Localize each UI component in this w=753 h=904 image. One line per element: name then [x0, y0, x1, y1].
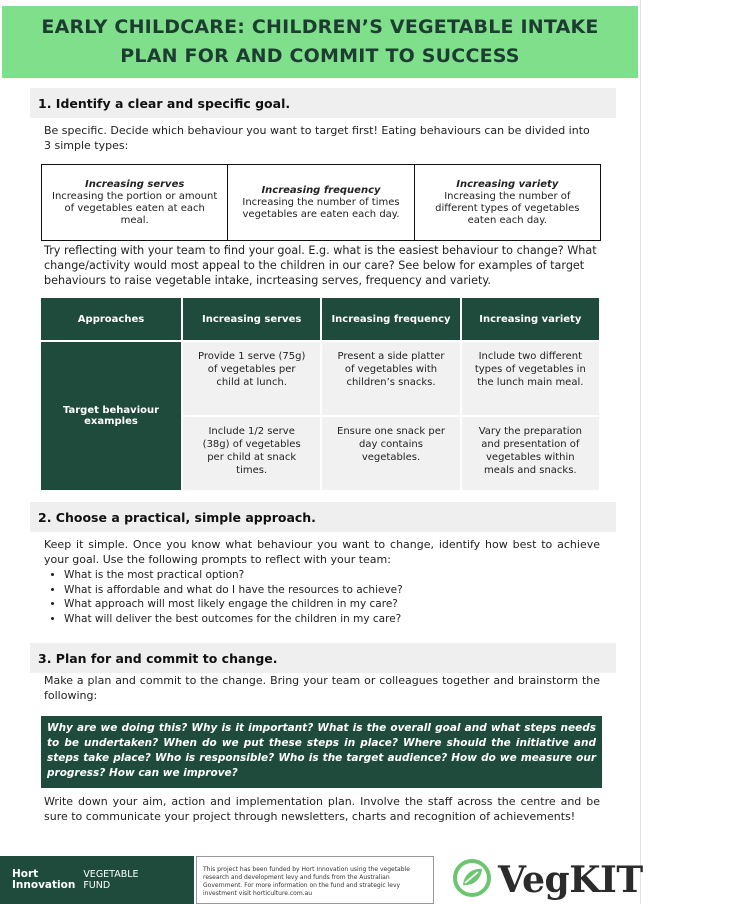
table-cell: Vary the preparation and presentation of vegetables within meals and snacks.: [462, 417, 599, 490]
vegkit-logo: [452, 858, 643, 902]
section-1-heading: 1. Identify a clear and specific goal.: [30, 88, 616, 118]
leaf-icon: [452, 858, 492, 902]
approaches-table: [41, 298, 599, 490]
type-frequency-title: Increasing frequency: [261, 184, 381, 196]
fund-line-1: VEGETABLE: [83, 869, 139, 880]
section-3-heading: 3. Plan for and commit to change.: [30, 643, 616, 673]
table-header-serves: Increasing serves: [183, 298, 320, 340]
list-item: • What approach will most likely engage the children in my care?: [64, 597, 403, 612]
section-3-intro: Make a plan and commit to the change. Bring your team or colleagues together and brainstorm the following:: [44, 674, 600, 702]
vegkit-wordmark: VegKIT: [498, 859, 643, 901]
hort-wordmark: [12, 869, 75, 891]
table-header-variety: Increasing variety: [462, 298, 599, 340]
table-cell: Present a side platter of vegetables with children’s snacks.: [322, 342, 459, 415]
title-banner: [2, 6, 638, 78]
table-row-label: Target behaviour examples: [41, 342, 181, 490]
hort-innovation-logo: [0, 856, 194, 904]
fund-wordmark: [83, 869, 138, 891]
hort-line-1: Hort: [12, 868, 39, 880]
section-1-intro: Be specific. Decide which behaviour you want to target first! Eating behaviours can be divided into 3 simple types:: [44, 124, 590, 152]
table-cell: Provide 1 serve (75g) of vegetables per child at lunch.: [183, 342, 320, 415]
section-1-reflect: Try reflecting with your team to find your goal. E.g. what is the easiest behaviour to change? What change/activity would most appeal to the children in our care? See below for examples of target behaviours to raise vegetable intake, incrteasing serves, frequency and variety.: [44, 244, 597, 287]
section-2-heading: 2. Choose a practical, simple approach.: [30, 502, 616, 532]
type-frequency-desc: Increasing the number of times vegetables are eaten each day.: [242, 196, 400, 220]
type-frequency: [228, 165, 414, 240]
type-variety-desc: Increasing the number of different types of vegetables eaten each day.: [435, 190, 580, 226]
table-header-approaches: Approaches: [41, 298, 181, 340]
hort-line-2: Innovation: [12, 879, 76, 891]
title-line-1: EARLY CHILDCARE: CHILDREN’S VEGETABLE INTAKE: [41, 16, 599, 38]
list-item: • What will deliver the best outcomes for the children in my care?: [64, 612, 403, 627]
type-serves-desc: Increasing the portion or amount of vegetables eaten at each meal.: [52, 190, 218, 226]
section-2-intro: Keep it simple. Once you know what behaviour you want to change, identify how best to achieve your goal. Use the following prompts to reflect with your team:: [44, 538, 600, 566]
table-cell: Ensure one snack per day contains vegetables.: [322, 417, 459, 490]
funding-disclaimer: This project has been funded by Hort Innovation using the vegetable research and development levy and funds from the Australian Government. For more information on the fund and strategic levy investment visit horticulture.com.au: [196, 856, 434, 904]
fund-line-2: FUND: [83, 880, 111, 891]
table-cell: Include two different types of vegetables in the lunch main meal.: [462, 342, 599, 415]
list-item: • What is the most practical option?: [64, 568, 403, 583]
section-3-closing: Write down your aim, action and implementation plan. Involve the staff across the centre and be sure to communicate your project through newsletters, charts and recognition of achievements!: [44, 795, 600, 823]
title-line-2: PLAN FOR AND COMMIT TO SUCCESS: [120, 45, 520, 67]
list-item: • What is affordable and what do I have the resources to achieve?: [64, 583, 403, 598]
table-cell: Include 1/2 serve (38g) of vegetables per child at snack times.: [183, 417, 320, 490]
type-serves: [42, 165, 228, 240]
table-header-frequency: Increasing frequency: [322, 298, 459, 340]
brainstorm-callout: Why are we doing this? Why is it important? What is the overall goal and what steps needs to be undertaken? When do we put these steps in place? Where should the initiative and steps take place? Who is responsible? Who is the target audience? How do we measure our progress? How can we improve?: [41, 716, 602, 788]
behaviour-types-table: [41, 164, 601, 241]
type-variety-title: Increasing variety: [456, 178, 559, 190]
type-serves-title: Increasing serves: [85, 178, 185, 190]
section-2-bullets: [50, 568, 403, 626]
type-variety: [415, 165, 600, 240]
